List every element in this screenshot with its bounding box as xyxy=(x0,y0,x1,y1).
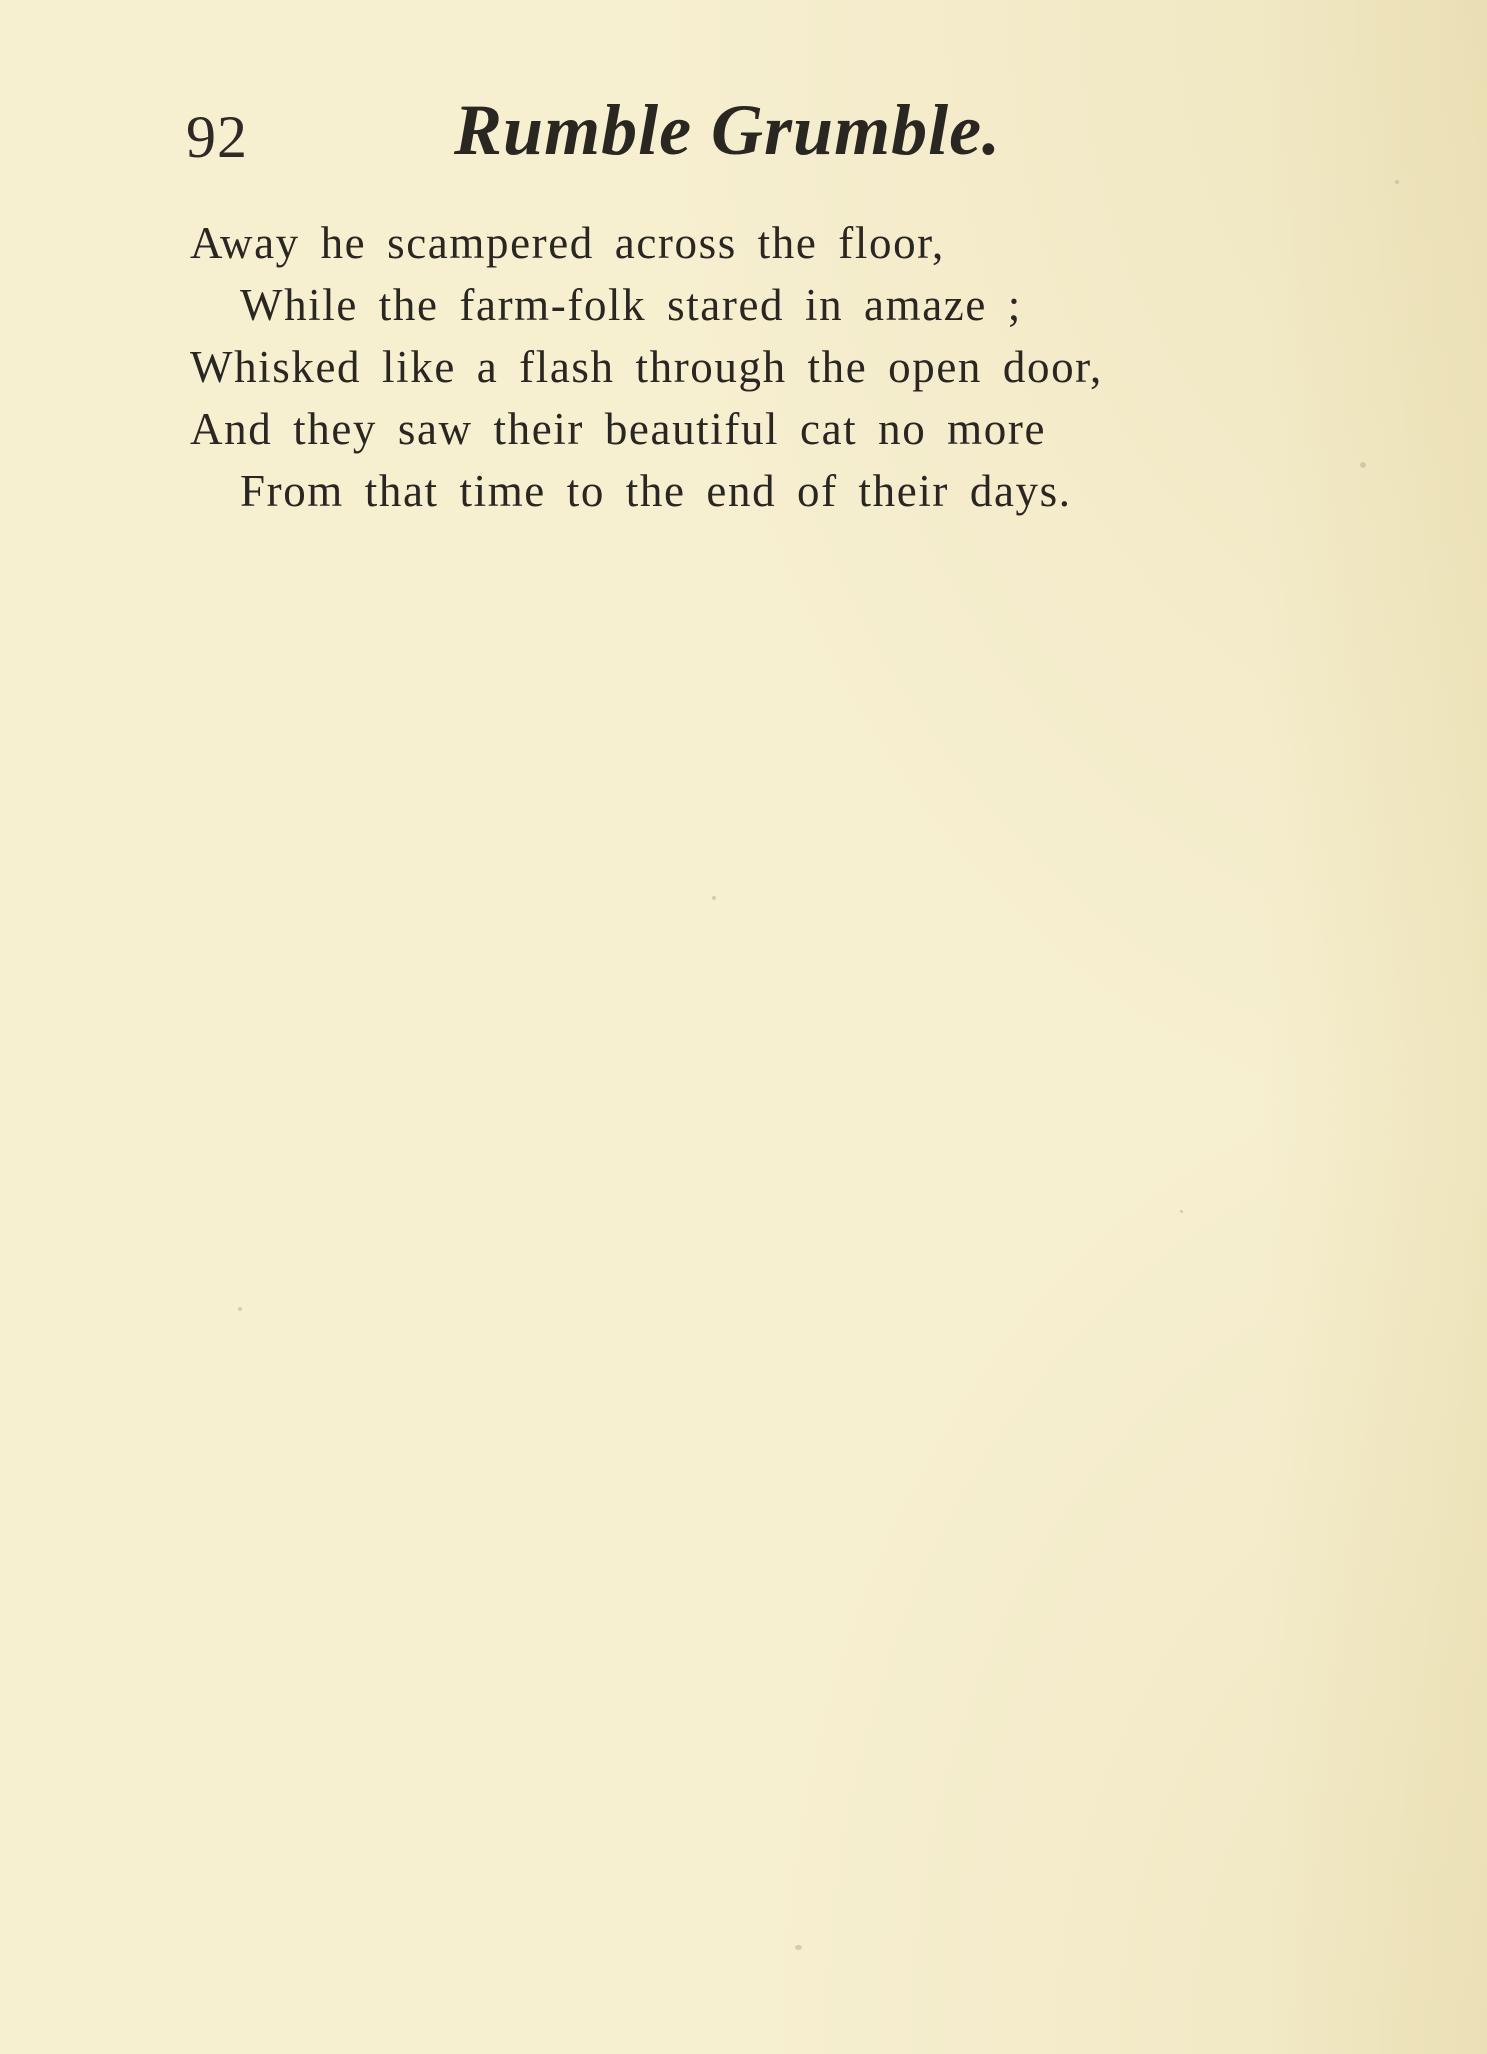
running-head xyxy=(186,88,1336,178)
paper-speck xyxy=(1395,180,1399,184)
page-number: 92 xyxy=(186,104,248,170)
poem-stanza xyxy=(190,212,1300,522)
verse-line: And they saw their beautiful cat no more xyxy=(190,404,1047,454)
verse-line: While the farm-folk stared in amaze ; xyxy=(240,280,1022,330)
verse-line: Away he scampered across the floor, xyxy=(190,218,945,268)
running-title: Rumble Grumble. xyxy=(454,90,1002,170)
paper-speck xyxy=(238,1307,242,1311)
verse-line: From that time to the end of their days. xyxy=(240,466,1072,516)
paper-speck xyxy=(795,1945,802,1950)
paper-speck xyxy=(1180,1210,1183,1213)
paper-speck xyxy=(1360,462,1366,468)
verse-line: Whisked like a flash through the open door, xyxy=(190,342,1103,392)
paper-speck xyxy=(712,896,716,900)
